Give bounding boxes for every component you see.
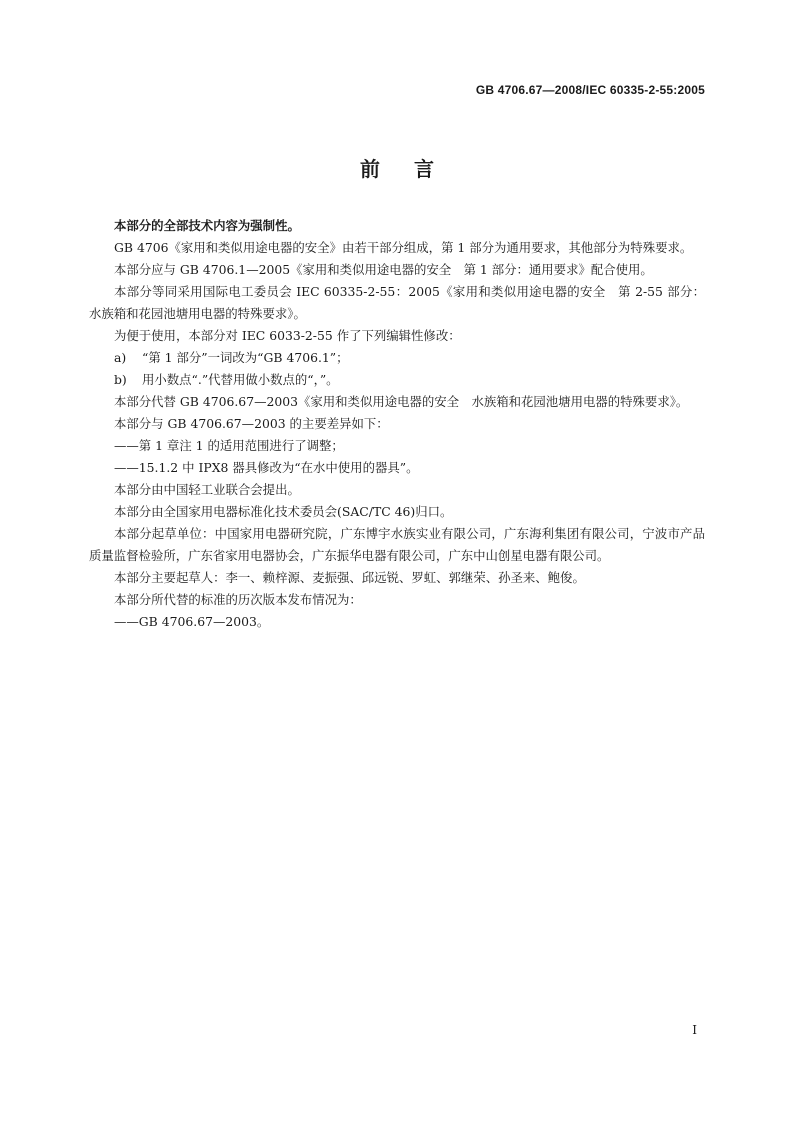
paragraph: 为便于使用，本部分对 IEC 6033-2-55 作了下列编辑性修改：	[114, 328, 461, 343]
list-item	[89, 369, 705, 391]
page-number: I	[692, 1023, 697, 1037]
list-item: ——第 1 章注 1 的适用范围进行了调整；	[114, 438, 344, 453]
list-item-label: a)	[114, 350, 127, 365]
list-item-text: “第 1 部分”一词改为“GB 4706.1”；	[142, 350, 349, 365]
paragraph: 本部分所代替的标准的历次版本发布情况为：	[114, 592, 362, 607]
list-item: ——15.1.2 中 IPX8 器具修改为“在水中使用的器具”。	[114, 460, 419, 475]
paragraph: 本部分的全部技术内容为强制性。	[114, 218, 300, 233]
paragraph: 本部分由全国家用电器标准化技术委员会(SAC/TC 46)归口。	[114, 504, 453, 519]
page-title: 前言	[360, 157, 468, 181]
list-item: ——GB 4706.67—2003。	[114, 614, 270, 629]
list-item-text: 用小数点“.”代替用做小数点的“，”。	[142, 372, 339, 387]
paragraph: 本部分等同采用国际电工委员会 IEC 60335-2-55：2005《家用和类似用途电器的安全 第 2-55 部分：水族箱和花园池塘用电器的特殊要求》。	[89, 284, 705, 321]
paragraph: 本部分与 GB 4706.67—2003 的主要差异如下：	[114, 416, 389, 431]
paragraph: 本部分应与 GB 4706.1—2005《家用和类似用途电器的安全 第 1 部分：通用要求》配合使用。	[114, 262, 653, 277]
paragraph: 本部分由中国轻工业联合会提出。	[114, 482, 300, 497]
list-item	[89, 347, 705, 369]
paragraph: 本部分起草单位：中国家用电器研究院，广东博宇水族实业有限公司，广东海利集团有限公司，宁波市产品质量监督检验所，广东省家用电器协会，广东振华电器有限公司，广东中山创星电器有限公司。	[89, 526, 705, 563]
paragraph: GB 4706《家用和类似用途电器的安全》由若干部分组成，第 1 部分为通用要求，其他部分为特殊要求。	[114, 240, 693, 255]
document-body	[89, 215, 705, 633]
list-item-label: b)	[114, 372, 127, 387]
paragraph: 本部分代替 GB 4706.67—2003《家用和类似用途电器的安全 水族箱和花园池塘用电器的特殊要求》。	[114, 394, 689, 409]
paragraph: 本部分主要起草人：李一、赖梓源、麦振强、邱远锐、罗虹、郭继荣、孙圣来、鲍俊。	[114, 570, 585, 585]
standard-code-header: GB 4706.67—2008/IEC 60335-2-55:2005	[475, 83, 705, 97]
